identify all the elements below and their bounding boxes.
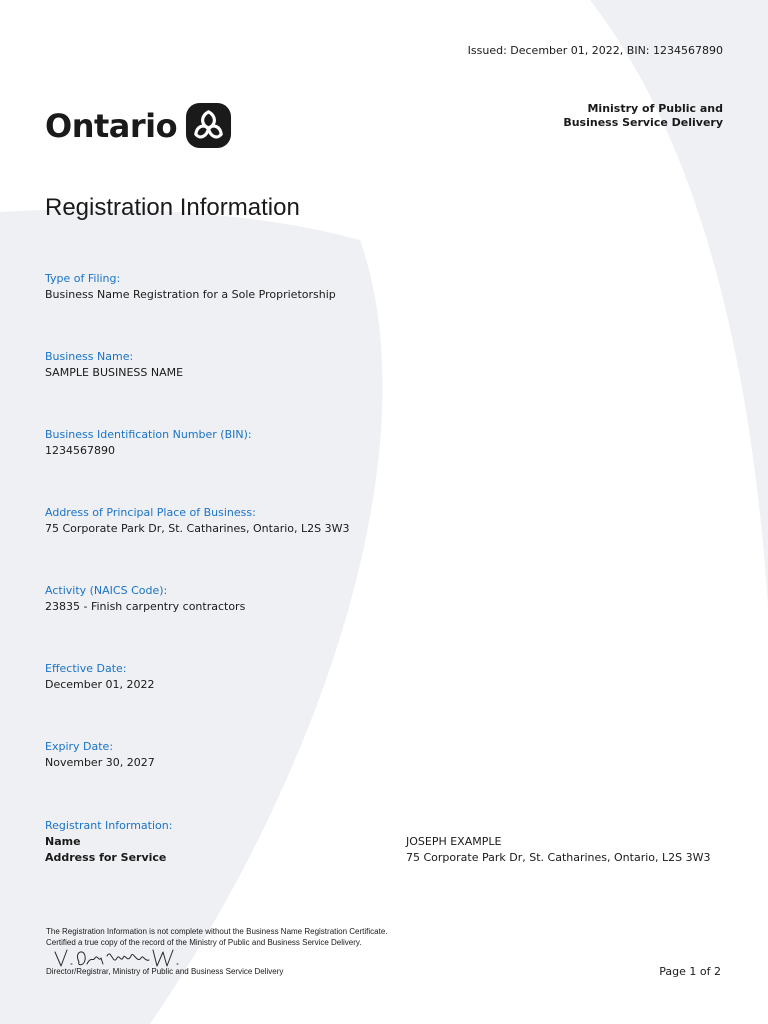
field-type-of-filing bbox=[45, 271, 336, 303]
field-bin bbox=[45, 427, 252, 459]
field-label: Effective Date: bbox=[45, 662, 127, 675]
field-label: Business Identification Number (BIN): bbox=[45, 428, 252, 441]
registrant-label: Registrant Information: bbox=[45, 819, 173, 832]
page-number: Page 1 of 2 bbox=[659, 965, 721, 978]
field-value: 23835 - Finish carpentry contractors bbox=[45, 600, 246, 613]
field-label: Activity (NAICS Code): bbox=[45, 584, 168, 597]
director-title: Director/Registrar, Ministry of Public and Business Service Delivery bbox=[46, 967, 284, 976]
field-expiry-date bbox=[45, 739, 155, 771]
registrant-row bbox=[45, 834, 725, 850]
field-effective-date bbox=[45, 661, 155, 693]
trillium-icon bbox=[185, 102, 232, 149]
registrant-key: Name bbox=[45, 835, 81, 848]
note-line-1: The Registration Information is not complete without the Business Name Registration Certificate. bbox=[46, 927, 388, 936]
certification-note bbox=[46, 926, 388, 948]
page-title: Registration Information bbox=[45, 194, 300, 221]
issued-date-bin: Issued: December 01, 2022, BIN: 1234567890 bbox=[467, 44, 723, 57]
ontario-logo bbox=[45, 102, 232, 149]
field-principal-address bbox=[45, 505, 349, 537]
logo-wordmark: Ontario bbox=[45, 106, 178, 145]
ministry-line-2: Business Service Delivery bbox=[563, 116, 723, 129]
field-value: Business Name Registration for a Sole Proprietorship bbox=[45, 288, 336, 301]
field-label: Type of Filing: bbox=[45, 272, 121, 285]
field-value: 1234567890 bbox=[45, 444, 115, 457]
note-line-2: Certified a true copy of the record of the Ministry of Public and Business Service Delivery. bbox=[46, 938, 362, 947]
registrant-row bbox=[45, 850, 725, 866]
ministry-name bbox=[563, 102, 723, 130]
field-value: 75 Corporate Park Dr, St. Catharines, Ontario, L2S 3W3 bbox=[45, 522, 350, 535]
registrant-value: JOSEPH EXAMPLE bbox=[406, 835, 502, 848]
ministry-line-1: Ministry of Public and bbox=[587, 102, 723, 115]
field-label: Business Name: bbox=[45, 350, 134, 363]
registrant-value: 75 Corporate Park Dr, St. Catharines, Ontario, L2S 3W3 bbox=[406, 851, 711, 864]
field-value: December 01, 2022 bbox=[45, 678, 155, 691]
field-label: Expiry Date: bbox=[45, 740, 114, 753]
registrant-section bbox=[45, 818, 725, 866]
field-business-name bbox=[45, 349, 183, 381]
field-activity bbox=[45, 583, 245, 615]
field-value: SAMPLE BUSINESS NAME bbox=[45, 366, 184, 379]
field-label: Address of Principal Place of Business: bbox=[45, 506, 256, 519]
field-value: November 30, 2027 bbox=[45, 756, 155, 769]
registrant-key: Address for Service bbox=[45, 851, 167, 864]
